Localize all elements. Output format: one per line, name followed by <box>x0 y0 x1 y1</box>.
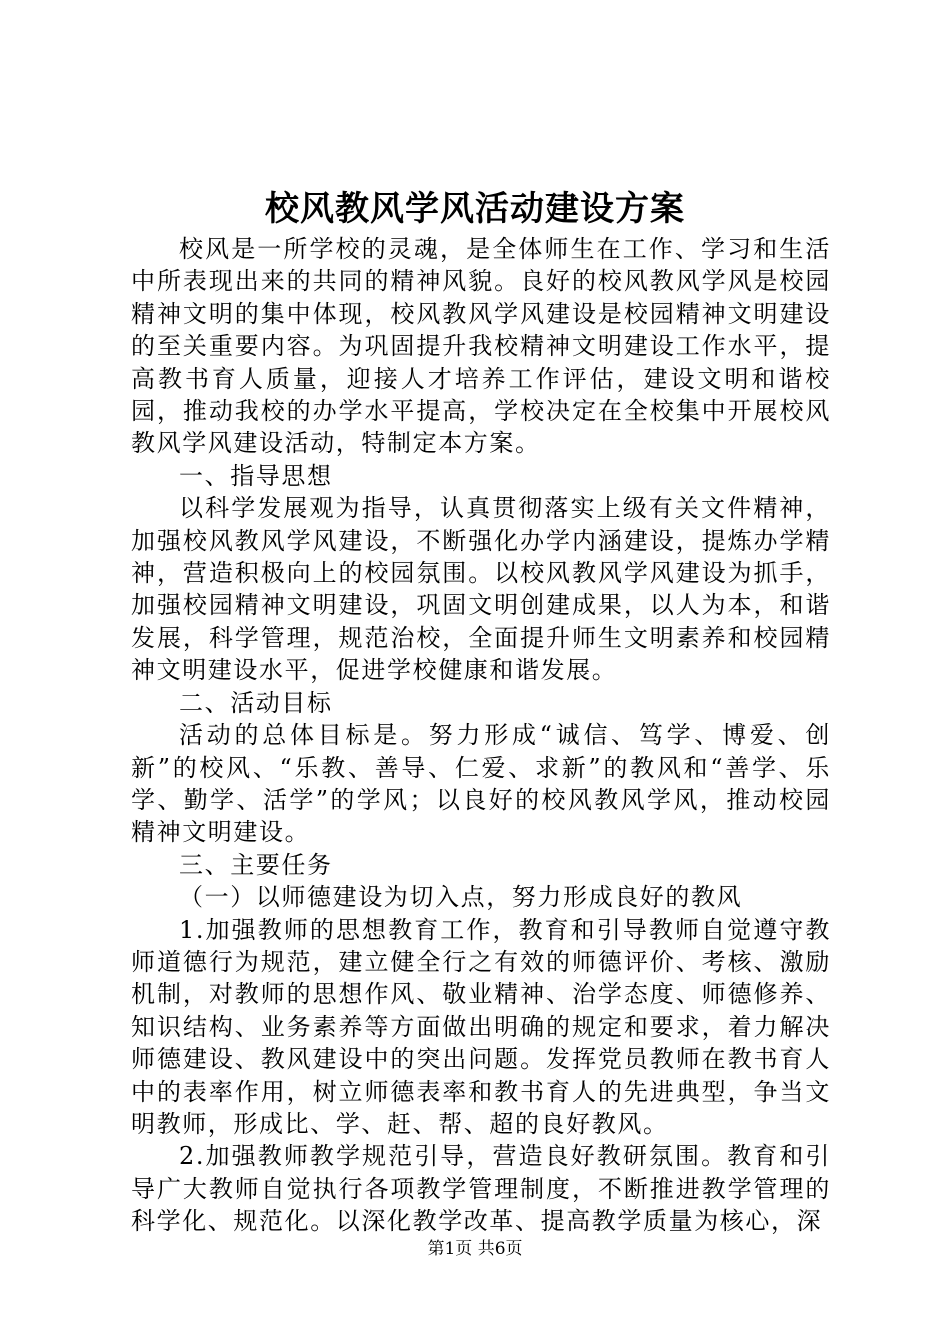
paragraph-task-1: 1.加强教师的思想教育工作，教育和引导教师自觉遵守教师道德行为规范，建立健全行之有效的师德评价、考核、激励机制，对教师的思想作风、敬业精神、治学态度、师德修养、知识结构、业务素养等方面做出明确的规定和要求，着力解决师德建设、教风建设中的突出问题。发挥党员教师在教书育人中的表率作用，树立师德表率和教书育人的先进典型，争当文明教师，形成比、学、赶、帮、超的良好教风。 <box>131 915 831 1138</box>
section-heading-guiding-ideology: 一、指导思想 <box>179 461 333 490</box>
document-body <box>131 233 831 1238</box>
paragraph-task-2: 2.加强教师教学规范引导，营造良好教研氛围。教育和引导广大教师自觉执行各项教学管理制度，不断推进教学管理的科学化、规范化。以深化教学改革、提高教学质量为核心，深 <box>131 1142 831 1236</box>
paragraph-guiding-ideology: 以科学发展观为指导，认真贯彻落实上级有关文件精神，加强校风教风学风建设，不断强化办学内涵建设，提炼办学精神，营造积极向上的校园氛围。以校风教风学风建设为抓手，加强校园精神文明建设，巩固文明创建成果，以人为本，和谐发展，科学管理，规范治校，全面提升师生文明素养和校园精神文明建设水平，促进学校健康和谐发展。 <box>131 494 831 685</box>
section-heading-main-tasks: 三、主要任务 <box>179 850 333 879</box>
paragraph-intro: 校风是一所学校的灵魂，是全体师生在工作、学习和生活中所表现出来的共同的精神风貌。良好的校风教风学风是校园精神文明的集中体现，校风教风学风建设是校园精神文明建设的至关重要内容。为巩固提升我校精神文明建设工作水平，提高教书育人质量，迎接人才培养工作评估，建设文明和谐校园，推动我校的办学水平提高，学校决定在全校集中开展校风教风学风建设活动，特制定本方案。 <box>131 235 831 458</box>
section-heading-activity-goals: 二、活动目标 <box>179 688 333 717</box>
subsection-heading-teacher-ethics: （一）以师德建设为切入点，努力形成良好的教风 <box>179 883 743 912</box>
page-number-footer: 第1页 共6页 <box>427 1239 523 1259</box>
paragraph-activity-goals: 活动的总体目标是。努力形成“诚信、笃学、博爱、创新”的校风、“乐教、善导、仁爱、求新”的教风和“善学、乐学、勤学、活学”的学风；以良好的校风教风学风，推动校园精神文明建设。 <box>131 721 831 847</box>
document-title: 校风教风学风活动建设方案 <box>265 189 685 229</box>
